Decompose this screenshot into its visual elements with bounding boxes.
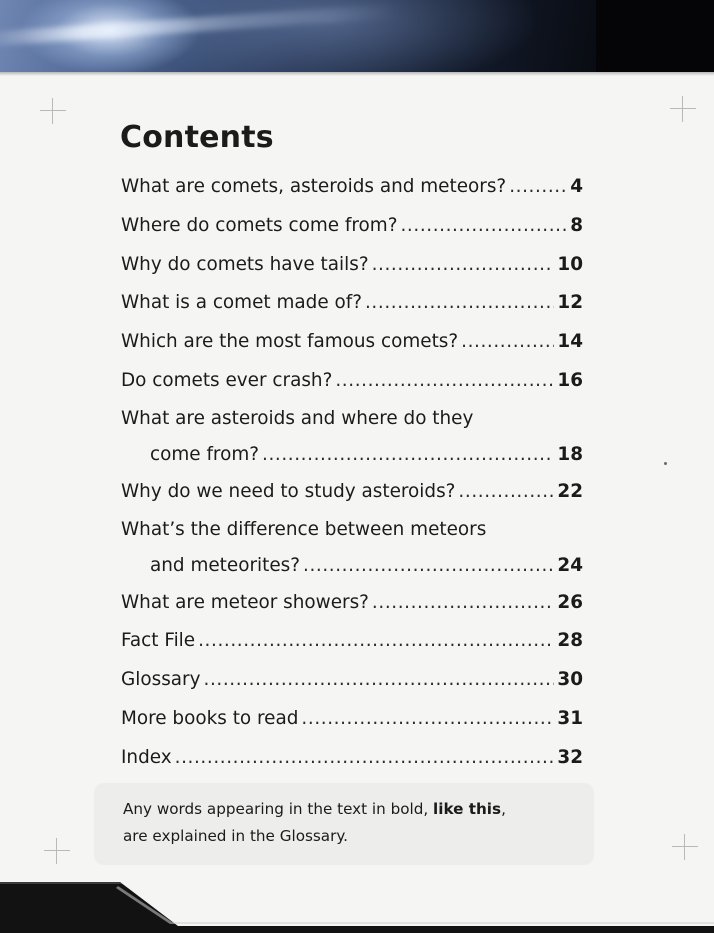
banner-shadow [0, 72, 714, 76]
toc-entry-title: Where do comets come from? [121, 214, 398, 236]
print-speck [664, 462, 667, 465]
dot-leader [372, 584, 554, 623]
toc-entry[interactable] [121, 512, 583, 584]
toc-entry-title: What are comets, asteroids and meteors? [121, 176, 507, 197]
dot-leader [175, 739, 555, 778]
toc-entry-title: More books to read [121, 707, 299, 729]
dot-leader [372, 246, 555, 285]
table-of-contents [121, 168, 583, 778]
toc-entry-title: Do comets ever crash? [121, 369, 333, 391]
dot-leader [400, 207, 567, 246]
toc-entry-title: Glossary [121, 669, 201, 691]
toc-page-number: 12 [557, 292, 583, 314]
crop-mark-icon [44, 838, 70, 864]
toc-entry[interactable] [121, 207, 583, 246]
toc-entry[interactable] [121, 246, 583, 285]
toc-entry-title: Why do we need to study asteroids? [121, 480, 456, 502]
toc-page-number: 4 [570, 176, 583, 197]
dot-leader [204, 661, 555, 700]
dot-leader [301, 700, 554, 739]
dot-leader [303, 548, 554, 584]
toc-entry-title-cont: and meteorites? [150, 554, 300, 576]
toc-entry-title: Fact File [121, 630, 196, 652]
toc-page-number: 30 [557, 669, 583, 691]
toc-entry-title: Why do comets have tails? [121, 253, 369, 275]
toc-entry-title: What’s the difference between meteors [121, 518, 487, 540]
comet-streak [0, 3, 400, 46]
dot-leader [458, 473, 554, 512]
toc-entry-title: What are meteor showers? [121, 591, 369, 613]
toc-page-number: 10 [557, 253, 583, 275]
toc-entry[interactable] [121, 401, 583, 473]
toc-entry[interactable] [121, 661, 583, 700]
glossary-note [123, 796, 583, 850]
toc-page-number: 31 [557, 707, 583, 729]
toc-entry-title: What is a comet made of? [121, 292, 362, 314]
dot-leader [461, 323, 554, 362]
space-banner-image [0, 0, 714, 72]
page-title: Contents [120, 120, 274, 155]
toc-page-number: 8 [570, 214, 583, 236]
dot-leader [262, 437, 554, 473]
dot-leader [198, 622, 554, 661]
toc-entry-title: What are asteroids and where do they [121, 407, 474, 429]
toc-entry[interactable] [121, 473, 583, 512]
bottom-edge-graphic [0, 872, 714, 933]
toc-page-number: 28 [557, 630, 583, 652]
dot-leader [365, 284, 554, 323]
toc-page-number: 26 [557, 591, 583, 613]
toc-entry-title: Index [121, 746, 172, 768]
note-bold-example: like this [433, 800, 502, 818]
toc-page-number: 16 [557, 369, 583, 391]
note-text-part: are explained in the Glossary. [123, 827, 349, 845]
toc-entry[interactable] [121, 700, 583, 739]
dot-leader [509, 168, 567, 207]
toc-page-number: 14 [557, 331, 583, 353]
toc-entry[interactable] [121, 284, 583, 323]
crop-mark-icon [40, 98, 66, 124]
toc-entry[interactable] [121, 323, 583, 362]
note-text-part: Any words appearing in the text in bold, [123, 800, 434, 818]
toc-entry[interactable] [121, 622, 583, 661]
toc-entry-title-cont: come from? [150, 443, 259, 465]
dot-leader [335, 362, 554, 401]
toc-entry[interactable] [121, 168, 583, 207]
toc-page-number: 24 [557, 554, 583, 576]
note-text-part: , [501, 800, 506, 818]
toc-page-number: 32 [557, 746, 583, 768]
banner-dark-block [596, 0, 714, 72]
toc-entry-title: Which are the most famous comets? [121, 331, 459, 353]
toc-entry[interactable] [121, 584, 583, 623]
toc-page-number: 18 [557, 443, 583, 465]
toc-page-number: 22 [557, 480, 583, 502]
toc-entry[interactable] [121, 739, 583, 778]
crop-mark-icon [670, 96, 696, 122]
toc-entry[interactable] [121, 362, 583, 401]
crop-mark-icon [672, 834, 698, 860]
